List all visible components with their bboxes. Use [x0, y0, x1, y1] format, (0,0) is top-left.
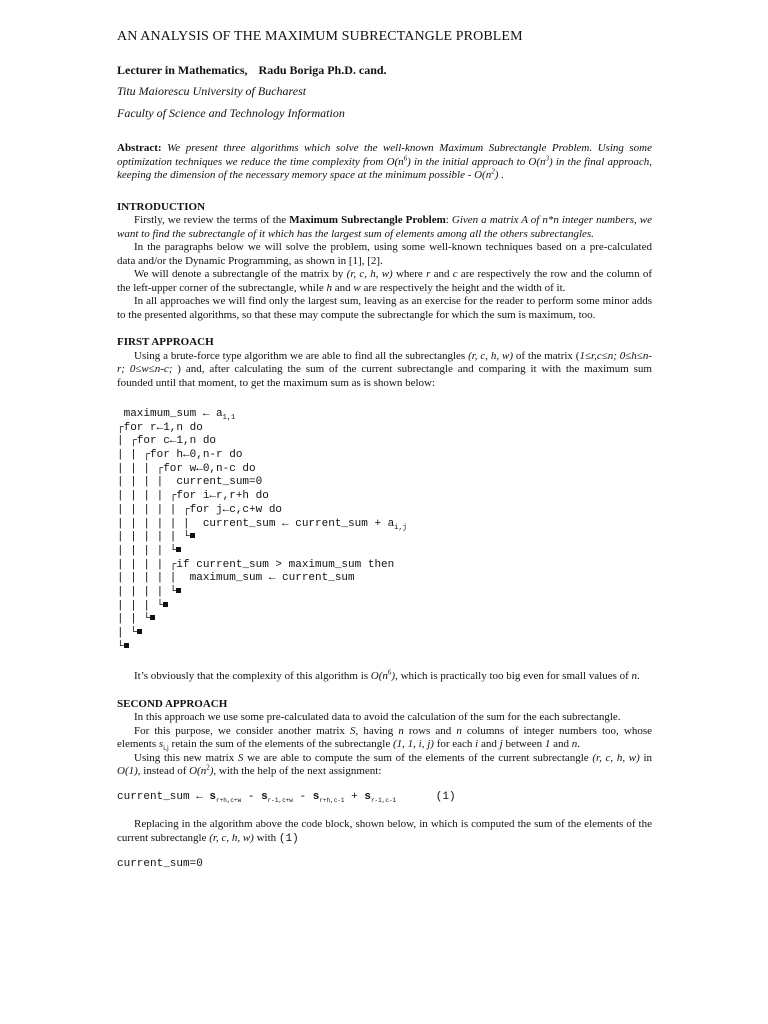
code-line	[117, 586, 652, 600]
code-line	[117, 463, 652, 477]
author-role: Lecturer in Mathematics,	[117, 62, 248, 77]
code-line	[117, 627, 652, 641]
code-subscript: i,j	[394, 523, 407, 532]
formula-term: s	[261, 790, 268, 803]
text: between	[502, 738, 545, 751]
code-line-current-sum: current_sum=0	[117, 858, 203, 871]
abstract-text: ) in the final approach, keeping the dimension of the necessary memory space at the minimum possible - O(n	[117, 155, 652, 181]
math: n	[398, 724, 404, 737]
code-line	[117, 545, 652, 559]
math: w	[353, 281, 361, 294]
text: Firstly, we review the terms of the	[134, 214, 290, 226]
code-line	[117, 518, 652, 532]
code-text: | | | ┌for w←0,n-c do	[117, 462, 256, 475]
math: (r, c, h, w)	[592, 751, 640, 764]
code-line	[117, 490, 652, 504]
code-line	[117, 422, 652, 436]
formula-term: s	[312, 790, 320, 803]
text: , with the help of the next assignment:	[213, 765, 382, 778]
formula-op: -	[292, 790, 313, 803]
text: of the matrix (	[513, 349, 580, 362]
code-text: | | | | | └	[117, 531, 190, 544]
math: O(n	[370, 670, 388, 683]
block-end-marker-icon	[137, 629, 142, 634]
math: n	[571, 738, 578, 751]
text: It’s obviously that the complexity of this algorithm is	[134, 670, 371, 683]
math: 1	[544, 738, 551, 751]
code-text: | | | | | | current_sum ← current_sum + a	[117, 517, 395, 530]
code-line	[117, 600, 652, 614]
math: )	[391, 670, 396, 683]
text: Using this new matrix	[134, 751, 238, 764]
second-approach-heading: SECOND APPROACH	[117, 697, 228, 710]
math: i	[475, 738, 479, 751]
text: .	[577, 738, 580, 751]
code-text: | | | | └	[117, 544, 177, 557]
text: , having	[355, 724, 399, 737]
second-paragraph-1: In this approach we use some pre-calculated data to avoid the calculation of the sum for the each subrectangle.	[134, 711, 621, 724]
second-paragraph-4	[117, 818, 652, 846]
math-sup: 2	[206, 763, 210, 772]
text: , which is practically too big even for small values of	[395, 670, 632, 683]
text: where	[392, 268, 427, 280]
abstract-sup: 6	[403, 153, 408, 162]
math: c	[452, 268, 458, 280]
affiliation-faculty: Faculty of Science and Technology Information	[117, 105, 345, 120]
code-text: | └	[117, 627, 137, 639]
text: with	[253, 831, 279, 844]
code-line	[117, 613, 652, 627]
math: n	[631, 670, 638, 683]
abstract-text: ) .	[494, 169, 504, 181]
intro-paragraph-1	[117, 214, 652, 241]
affiliation-university: Titu Maiorescu University of Bucharest	[117, 84, 307, 98]
block-end-marker-icon	[150, 615, 155, 620]
text: are respectively the row and the column of the left-upper corner of the subrectangle, while	[117, 268, 653, 294]
math: (r, c, h, w)	[209, 831, 254, 844]
intro-paragraph-3	[117, 268, 652, 295]
code-text: | | | | ┌if current_sum > maximum_sum then	[117, 558, 395, 571]
code-line	[117, 504, 652, 518]
text: , instead of	[137, 765, 190, 778]
text: and	[332, 281, 354, 294]
math: )	[209, 765, 214, 778]
math: r	[426, 268, 431, 280]
abstract-text: ) in the initial approach to O(n	[407, 155, 546, 168]
code-text: └	[117, 640, 124, 653]
text: .	[637, 670, 640, 683]
code-text: | | | | ┌for i←r,r+h do	[117, 490, 269, 503]
text: Using a brute-force type algorithm we are able to find all the subrectangles	[134, 349, 469, 362]
text: columns of integer numbers too, whose elements	[117, 724, 652, 751]
text: :	[445, 214, 452, 226]
math: (r, c, h, w)	[346, 268, 393, 280]
code-text: maximum_sum ← a	[117, 408, 223, 420]
code-line	[117, 559, 652, 573]
formula-term: s	[209, 790, 217, 803]
paper-title: AN ANALYSIS OF THE MAXIMUM SUBRECTANGLE PROBLEM	[117, 29, 523, 44]
math-sub: i,j	[163, 744, 169, 753]
code-line	[117, 435, 652, 449]
text: are respectively the height and the width of it.	[360, 281, 566, 294]
text: retain the sum of the elements of the subrectangle	[168, 738, 393, 751]
formula-op: -	[241, 790, 262, 803]
text: we are able to compute the sum of the elements of the current subrectangle	[243, 751, 593, 764]
text: for each	[433, 738, 476, 751]
code-text: | | ┌for h←0,n-r do	[117, 449, 243, 462]
abstract-sup: 3	[545, 153, 549, 162]
code-text: | | | | └	[117, 585, 177, 598]
formula-sub: r+h,c-1	[319, 797, 345, 805]
code-line	[117, 531, 652, 545]
intro-paragraph-2: In the paragraphs below we will solve the problem, using some well-known techniques based on a pre-calculated data and/or the Dynamic Programming, as shown in [1], [2].	[117, 241, 652, 267]
second-paragraph-2	[117, 725, 652, 752]
text: and	[550, 738, 572, 751]
math: S	[350, 724, 356, 737]
abstract-text: We present three algorithms which solve the well-known Maximum Subrectangle Problem. Using some optimization techniques we reduce the time complexity from O(n	[117, 142, 653, 168]
code-text: | | | | | ┌for j←c,c+w do	[117, 503, 283, 516]
formula-number: (1)	[396, 790, 456, 803]
code-text: | | └	[117, 613, 151, 626]
author-line	[117, 64, 652, 78]
formula-ref: (1)	[278, 832, 299, 845]
math: O(1)	[117, 765, 138, 778]
first-paragraph-2	[117, 670, 652, 684]
problem-statement: Given a matrix A of n*n integer numbers, we want to find the subrectangle of it which has the largest sum of elements among all the others subrectangles.	[117, 214, 652, 240]
code-line	[117, 641, 652, 655]
text: rows and	[403, 724, 457, 737]
block-end-marker-icon	[176, 547, 181, 552]
block-end-marker-icon	[163, 602, 168, 607]
code-line	[117, 408, 652, 422]
formula-sub: r-1,c+w	[267, 797, 293, 805]
math: h	[326, 281, 333, 294]
abstract	[117, 142, 652, 183]
author-name: Radu Boriga Ph.D. cand.	[258, 62, 387, 77]
code-text: ┌for r←1,n do	[117, 421, 203, 434]
formula-lhs: current_sum ←	[117, 790, 210, 803]
code-subscript: 1,1	[222, 414, 236, 423]
second-paragraph-3	[117, 752, 652, 779]
text: and	[430, 268, 453, 280]
formula-op: +	[344, 790, 365, 803]
formula-sub: r+h,c+w	[216, 797, 242, 805]
math: (1, 1, i, j)	[392, 738, 434, 751]
algorithm-code-block	[117, 408, 652, 654]
code-text: | | | └	[117, 599, 164, 612]
formula-term: s	[364, 790, 371, 803]
math: S	[237, 751, 244, 764]
paper-page	[117, 30, 652, 872]
formula-sub: r-1,c-1	[370, 797, 397, 805]
math: 1≤r,c≤n; 0≤h≤n-r; 0≤w≤n-c;	[117, 349, 652, 375]
block-end-marker-icon	[190, 533, 195, 538]
problem-name: Maximum Subrectangle Problem	[289, 214, 446, 226]
code-line	[117, 572, 652, 586]
math-sup: 6	[387, 668, 392, 677]
abstract-label: Abstract:	[117, 142, 162, 154]
code-line	[117, 476, 652, 490]
text: in	[639, 751, 652, 764]
text: Replacing in the algorithm above the code block, shown below, in which is computed the sum of the elements of the current subrectangle	[117, 818, 652, 844]
block-end-marker-icon	[124, 643, 129, 648]
text: We will denote a subrectangle of the matrix by	[134, 268, 347, 280]
abstract-sup: 2	[491, 167, 495, 176]
code-text: | | | | | maximum_sum ← current_sum	[117, 572, 355, 585]
first-paragraph-1	[117, 350, 652, 391]
code-text: | ┌for c←1,n do	[117, 435, 217, 448]
code-line	[117, 449, 652, 463]
intro-heading: INTRODUCTION	[117, 200, 206, 213]
intro-paragraph-4: In all approaches we will find only the largest sum, leaving as an exercise for the reader to perform some minor adds to the presented algorithms, so that these may compute the subrectangle for which the sum is maximum, too.	[117, 295, 652, 321]
code-text: | | | | current_sum=0	[117, 476, 263, 489]
math: j	[499, 738, 503, 751]
text: and	[478, 738, 500, 751]
math: n	[456, 724, 462, 737]
block-end-marker-icon	[176, 588, 181, 593]
first-approach-heading: FIRST APPROACH	[117, 336, 214, 348]
formula-1	[117, 791, 652, 805]
text: ) and, after calculating the sum of the current subrectangle and comparing it with the maximum sum founded until that moment, to get the maximum sum as is shown below:	[117, 363, 652, 389]
math: O(n	[189, 765, 207, 778]
text: For this purpose, we consider another matrix	[134, 724, 351, 737]
math: (r, c, h, w)	[468, 349, 514, 362]
math: s	[158, 738, 164, 751]
